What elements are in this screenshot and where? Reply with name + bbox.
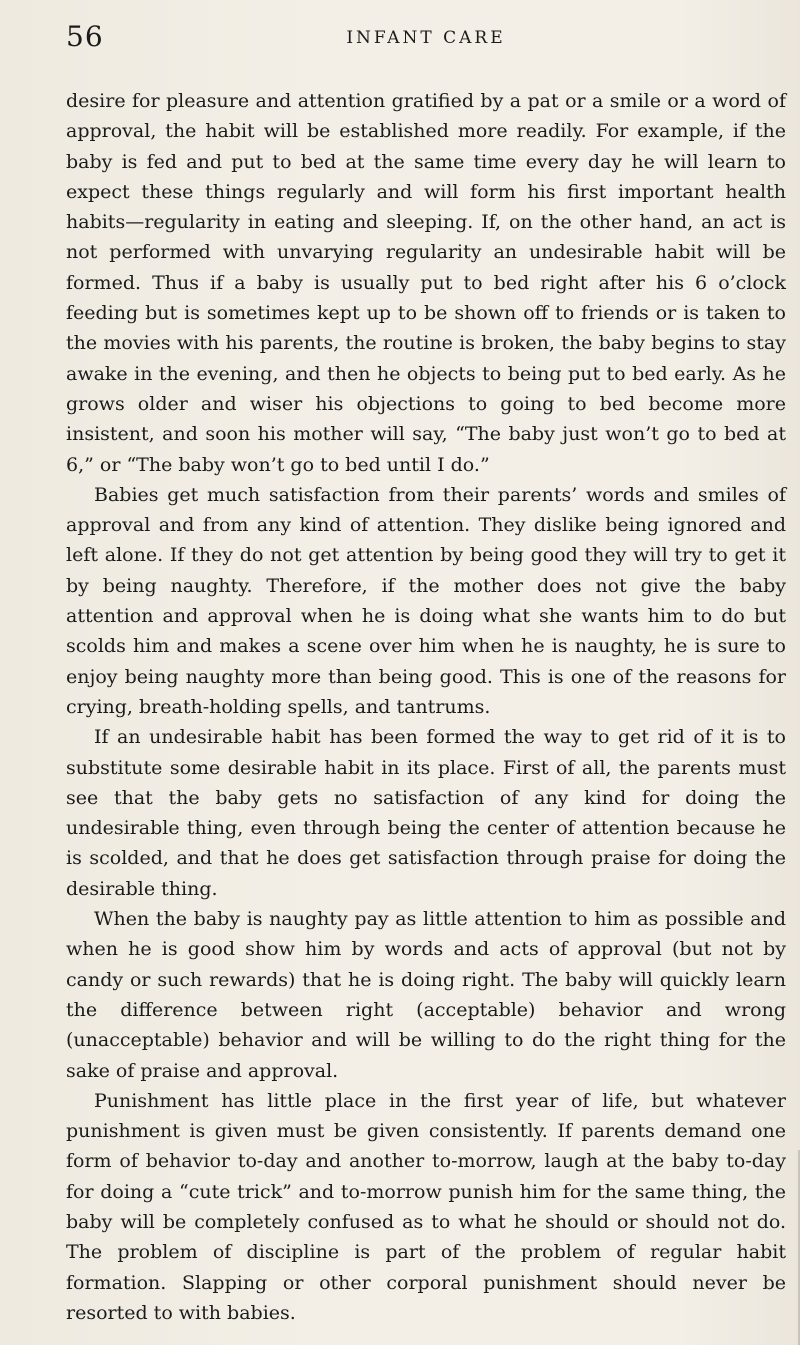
paragraph-continued: desire for pleasure and attention gratified by a pat or a smile or a word of approval, the habit will be established more readily. For example, if the baby is fed and put to bed at the same time every day he will learn to expect these things regularly and will form his first important health habits—regularity in eating and sleeping. If, on the other hand, an act is not performed with unvarying regularity an undesirable habit will be formed. Thus if a baby is usually put to bed right after his 6 o’clock feeding but is sometimes kept up to be shown off to friends or is taken to the movies with his parents, the routine is broken, the baby begins to stay awake in the evening, and then he objects to being put to bed early. As he grows older and wiser his objections to going to bed become more insistent, and soon his mother will say, “The baby just won’t go to bed at 6,” or “The baby won’t go to bed until I do.” xyxy=(66,90,786,476)
paragraph-naughty: When the baby is naughty pay as little attention to him as possible and when he is good show him by words and acts of approval (but not by candy or such rewards) that he is doing right. The baby will quickly learn the difference between right (acceptable) behavior and wrong (unacceptable) behavior and will be willing to do the right thing for the sake of praise and approval. xyxy=(66,908,786,1082)
paragraph-punishment: Punishment has little place in the first year of life, but whatever punishment is given must be given consistently. If parents demand one form of behavior to-day and another to-morrow, laugh at the baby to-day for doing a “cute trick” and to-morrow punish him for the same thing, the baby will be completely confused as to what he should or should not do. The problem of discipline is part of the problem of regular habit formation. Slapping or other corporal punishment should never be resorted to with babies. xyxy=(66,1089,786,1324)
running-head: INFANT CARE xyxy=(346,28,506,48)
page-header xyxy=(66,18,786,58)
body-text xyxy=(66,86,786,1328)
paragraph-attention: Babies get much satisfaction from their parents’ words and smiles of approval and from any kind of attention. They dislike being ignored and left alone. If they do not get attention by being good they will try to get it by being naughty. Therefore, if the mother does not give the baby attention and approval when he is doing what she wants him to do but scolds him and makes a scene over him when he is naughty, he is sure to enjoy being naughty more than being good. This is one of the reasons for crying, breath-holding spells, and tantrums. xyxy=(66,483,786,718)
paragraph-undesirable-habit: If an undesirable habit has been formed the way to get rid of it is to substitute some desirable habit in its place. First of all, the parents must see that the baby gets no satisfaction of any kind for doing the undesirable thing, even through being the center of attention because he is scolded, and that he does get satisfaction through praise for doing the desirable thing. xyxy=(66,726,786,900)
page-number: 56 xyxy=(66,20,104,53)
